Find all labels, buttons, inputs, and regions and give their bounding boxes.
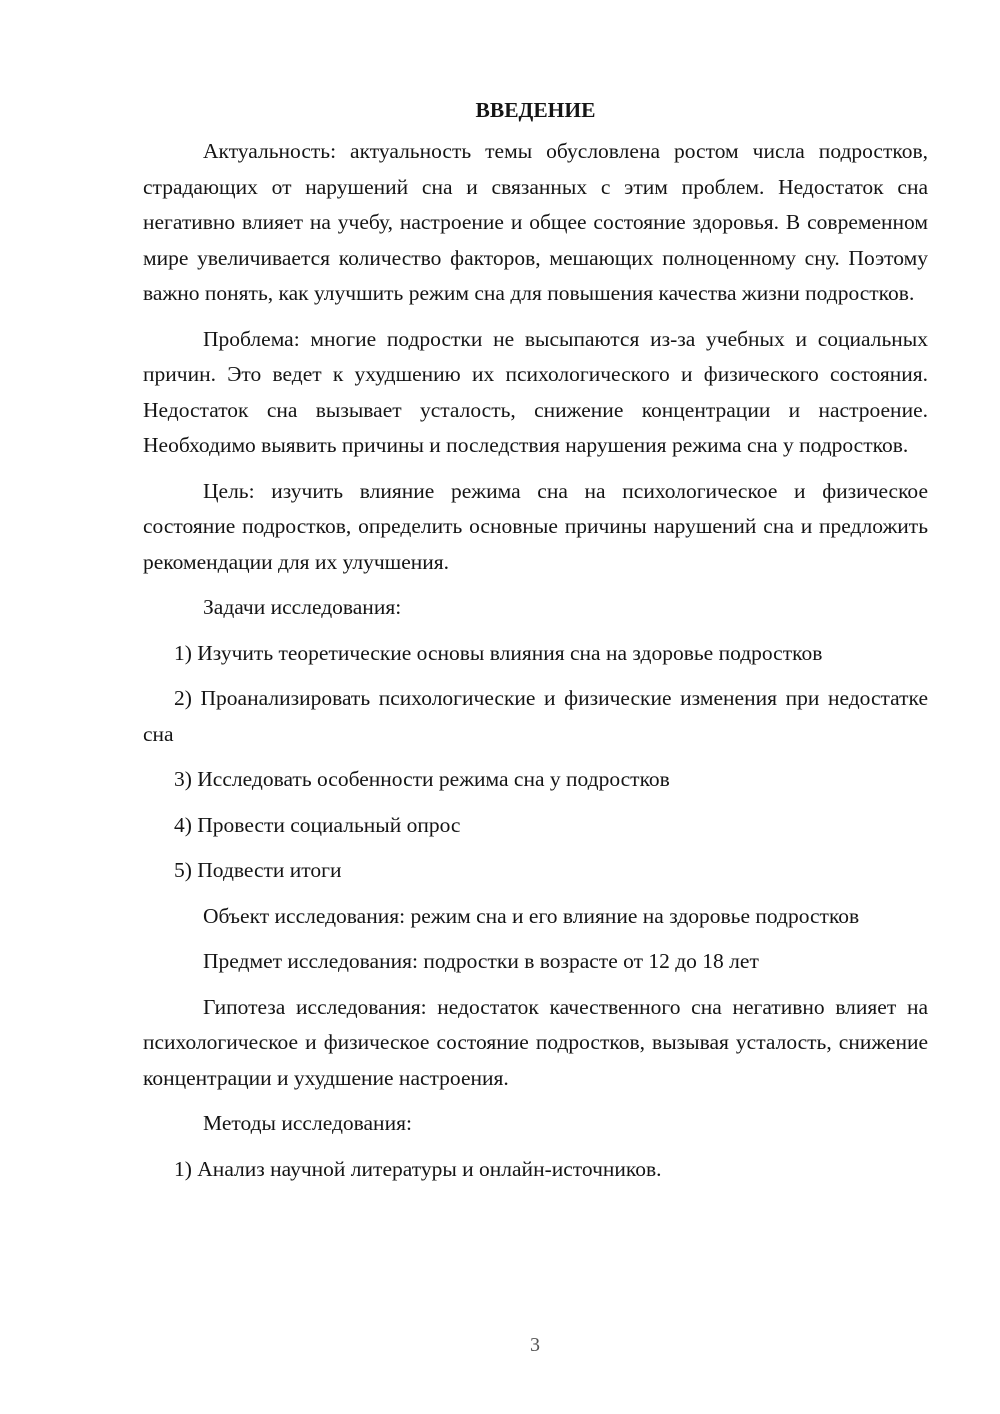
method-item-1: 1) Анализ научной литературы и онлайн-источников. (174, 1156, 662, 1181)
problem-paragraph: Проблема: многие подростки не высыпаются из-за учебных и социальных причин. Это ведет к ухудшению их психологического и физического состояния. Недостаток сна вызывает усталость, снижение концентрации и настроение. Необходимо выявить причины и последствия нарушения режима сна у подростков. (143, 326, 928, 457)
task-item-5: 5) Подвести итоги (174, 858, 342, 882)
research-object-paragraph: Объект исследования: режим сна и его влияние на здоровье подростков (203, 903, 860, 928)
research-subject-paragraph: Предмет исследования: подростки в возрасте от 12 до 18 лет (203, 949, 759, 973)
task-item-1: 1) Изучить теоретические основы влияния сна на здоровье подростков (174, 640, 823, 665)
methods-title: Методы исследования: (203, 1111, 412, 1135)
task-item-3: 3) Исследовать особенности режима сна у подростков (174, 767, 670, 791)
tasks-title: Задачи исследования: (203, 595, 402, 619)
page-number: 3 (530, 1334, 540, 1356)
section-heading: ВВЕДЕНИЕ (475, 98, 596, 122)
hypothesis-paragraph: Гипотеза исследования: недостаток качественного сна негативно влияет на психологическое и физическое состояние подростков, вызывая усталость, снижение концентрации и ухудшение настроения. (143, 994, 928, 1090)
task-item-4: 4) Провести социальный опрос (174, 812, 461, 837)
task-item-2: 2) Проанализировать психологические и физические изменения при недостатке сна (143, 686, 928, 746)
goal-paragraph: Цель: изучить влияние режима сна на психологическое и физическое состояние подростков, определить основные причины нарушений сна и предложить рекомендации для их улучшения. (143, 478, 928, 574)
page-content (143, 96, 928, 1197)
relevance-paragraph: Актуальность: актуальность темы обусловлена ростом числа подростков, страдающих от нарушений сна и связанных с этим проблем. Недостаток сна негативно влияет на учебу, настроение и общее состояние здоровья. В современном мире увеличивается количество факторов, мешающих полноценному сну. Поэтому важно понять, как улучшить режим сна для повышения качества жизни подростков. (143, 139, 928, 305)
